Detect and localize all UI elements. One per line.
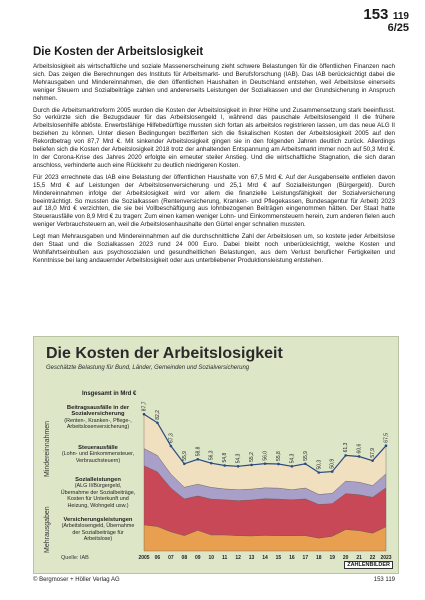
x-tick-18: 2023 <box>380 555 392 561</box>
footer-number: 153 119 <box>373 577 395 583</box>
page-number <box>363 6 409 34</box>
total-label-5: 56,3 <box>208 450 215 461</box>
total-label-17: 57,9 <box>370 447 377 458</box>
total-label-8: 55,2 <box>249 452 256 462</box>
footer <box>33 577 395 583</box>
total-label-0: 87,7 <box>141 401 148 412</box>
series-detail-versicherung: (Arbeitslosengeld, Übernahme der Sozialbeiträge für Arbeitslose) <box>61 523 135 543</box>
x-tick-10: 15 <box>275 555 282 561</box>
total-point-6 <box>223 464 226 467</box>
x-tick-8: 13 <box>248 555 255 561</box>
total-point-17 <box>371 459 374 462</box>
x-tick-2: 07 <box>168 555 174 561</box>
series-name-beitrag: Beitragsausfälle in der Sozialversicherung <box>66 405 130 418</box>
chart-subtitle: Geschätzte Belastung für Bund, Länder, Gemeinden und Sozialversicherung <box>46 365 250 371</box>
total-label-13: 50,3 <box>316 459 323 470</box>
chart-title: Die Kosten der Arbeitslosigkeit <box>46 345 283 362</box>
x-tick-9: 14 <box>262 555 268 561</box>
x-tick-0: 2005 <box>138 555 150 561</box>
x-tick-12: 17 <box>302 555 309 561</box>
series-name-steuer: Steuerausfälle <box>78 445 118 451</box>
series-detail-steuer: (Lohn- und Einkommensteuer, Verbrauchsteuern) <box>61 451 135 464</box>
x-tick-17: 22 <box>369 555 376 561</box>
total-point-15 <box>344 454 347 457</box>
x-tick-14: 19 <box>329 555 336 561</box>
page-indicator: 6/25 <box>387 22 409 34</box>
total-point-3 <box>183 462 186 465</box>
body-text <box>33 63 395 269</box>
total-label-12: 55,9 <box>302 451 309 461</box>
total-point-7 <box>237 465 240 468</box>
x-tick-7: 12 <box>235 555 241 561</box>
total-label-2: 67,3 <box>168 433 175 444</box>
x-tick-3: 08 <box>181 555 188 561</box>
copyright: © Bergmoser + Höller Verlag AG <box>33 577 120 583</box>
total-label-7: 54,3 <box>235 453 242 464</box>
total-label-6: 54,8 <box>222 452 229 463</box>
x-tick-1: 06 <box>154 555 161 561</box>
side-label-mehrausgaben: Mehrausgaben <box>44 506 51 553</box>
total-label-11: 54,3 <box>289 453 296 464</box>
total-point-8 <box>250 464 253 467</box>
sheet-number: 153 <box>363 6 389 23</box>
total-label-16: 60,6 <box>356 443 363 454</box>
paragraph-4: Legt man Mehrausgaben und Mindereinnahmen auf die durchschnittliche Zahl der Arbeitslosen um, so kostete jeder Arbeitslose den Staat und die Sozialkassen 2023 rund 24 000 Euro. Dabei bleibt noch unberücksichtigt, welche Kosten und Wohlfahrtseinbußen aus psychosozialen und gesundheitlichen Belastungen, aus dem Verlust beruflicher Fertigkeiten und Kenntnisse bei lang andauernder Arbeitslosigkeit oder aus unterbliebener Produktionsleistung entstehen. <box>33 233 395 264</box>
total-label-18: 67,5 <box>383 432 390 443</box>
total-point-18 <box>385 444 388 447</box>
total-point-2 <box>170 445 173 448</box>
stacked-area-plot <box>34 337 398 573</box>
total-point-1 <box>156 421 159 424</box>
total-point-4 <box>196 458 199 461</box>
series-detail-sozial: (ALG II/Bürgergeld, Übernahme der Sozialbeiträge, Kosten für Unterkunft und Heizung, Wohngeld usw.) <box>60 483 136 509</box>
side-label-mindereinnahmen: Mindereinnahmen <box>44 420 51 477</box>
sheet-number-small: 119 <box>392 11 409 22</box>
x-tick-15: 20 <box>342 555 349 561</box>
x-tick-16: 21 <box>356 555 362 561</box>
total-label-14: 50,9 <box>329 458 336 469</box>
total-point-12 <box>304 462 307 465</box>
x-tick-11: 16 <box>289 555 295 561</box>
total-label: Insgesamt in Mrd € <box>82 391 137 397</box>
x-tick-6: 11 <box>222 555 228 561</box>
total-point-14 <box>331 470 334 473</box>
series-name-sozial: Sozialleistungen <box>75 477 121 483</box>
series-detail-beitrag: (Renten-, Kranken-, Pflege-, Arbeitslosenversicherung) <box>64 417 132 431</box>
total-label-10: 55,8 <box>275 451 282 461</box>
chart-source: Quelle: IAB <box>61 555 89 561</box>
x-tick-5: 10 <box>208 555 215 561</box>
page-title: Die Kosten der Arbeitslosigkeit <box>33 46 204 58</box>
total-point-0 <box>143 413 146 416</box>
paragraph-1: Arbeitslosigkeit als wirtschaftliche und soziale Massenerscheinung zieht schwere Belastungen für die öffentlichen Finanzen nach sich. Das zeigen die Berechnungen des Instituts für Arbeitsmarkt- und Berufsforschung (IAB). Das IAB berücksichtigt dabei die Mehrausgaben und Mindereinnahmen, die den öffentlichen Haushalten in Deutschland entstehen, weil Arbeitslose einerseits weniger Steuern und Sozialbeiträge zahlen und andererseits Leistungen der Sozialkassen und der Grundsicherung in Anspruch nehmen. <box>33 63 395 102</box>
total-point-16 <box>358 455 361 458</box>
total-label-4: 58,8 <box>195 446 202 457</box>
total-point-11 <box>291 465 294 468</box>
cost-chart <box>33 336 399 574</box>
x-tick-13: 18 <box>315 555 322 561</box>
total-point-9 <box>264 462 267 465</box>
total-point-10 <box>277 463 280 466</box>
total-label-15: 61,3 <box>343 442 350 453</box>
paragraph-2: Durch die Arbeitsmarktreform 2005 wurden die Kosten der Arbeitslosigkeit in ihrer Höhe und Zusammensetzung stark beeinflusst. So verkürzte sich die Bezugsdauer für das Arbeitslosengeld I, während das pauschale Arbeitslosengeld II die frühere Arbeitslosenhilfe ablöste. Erwerbsfähige Hilfebedürftige mussten sich fortan als arbeitslos registrieren lassen, um das neue ALG II beziehen zu können. Unter diesen Bedingungen bezifferten sich die fiskalischen Kosten der Arbeitslosigkeit 2005 auf den Rekordbetrag von 87,7 Mrd €. Mit sinkender Arbeitslosigkeit gingen sie in den folgenden Jahren deutlich zurück. Allerdings beliefen sich die Kosten der Arbeitslosigkeit 2018 trotz der anhaltenden Entspannung am Arbeitsmarkt immer noch auf 50,3 Mrd €. In der Corona-Krise des Jahres 2020 erfolgte ein erneuter steiler Anstieg. Und die wirtschaftliche Stagnation, die sich daran anschloss, verhinderte auch eine Rückkehr zu deutlich niedrigeren Kosten. <box>33 106 395 169</box>
paragraph-3: Für 2023 errechnete das IAB eine Belastung der öffentlichen Haushalte von 67,5 Mrd €. Auf der Ausgabenseite entfielen davon 15,5 Mrd € auf Leistungen der Arbeitslosenversicherung und 25,1 Mrd € auf Sozialleistungen (Bürgergeld). Durch Mindereinnahmen infolge der Arbeitslosigkeit wird vor allem die finanzielle Leistungsfähigkeit der Sozialversicherung beeinträchtigt. So mussten die Sozialkassen (Rentenversicherung, Kranken- und Pflegekassen, Bundesagentur für Arbeit) 2023 auf 18,0 Mrd € verzichten, die sie bei Vollbeschäftigung aus lohnbezogenen Beiträgen eingenommen hätten. Der Staat hatte Steuerausfälle von 8,9 Mrd € zu tragen: Zum einen kamen weniger Lohn- und Einkommensteuern herein, zum anderen fielen auch weniger Verbrauchsteuern an, weil die Arbeitslosenhaushalte den Gürtel enger schnallen mussten. <box>33 173 395 229</box>
series-name-versicherung: Versicherungsleistungen <box>63 517 133 523</box>
publisher-badge: ZAHLENBILDER <box>344 561 393 569</box>
x-tick-4: 09 <box>194 555 201 561</box>
total-label-9: 56,0 <box>262 450 269 461</box>
total-label-3: 55,9 <box>181 451 188 461</box>
total-point-13 <box>317 471 320 474</box>
total-label-1: 82,2 <box>154 410 161 420</box>
total-point-5 <box>210 462 213 465</box>
